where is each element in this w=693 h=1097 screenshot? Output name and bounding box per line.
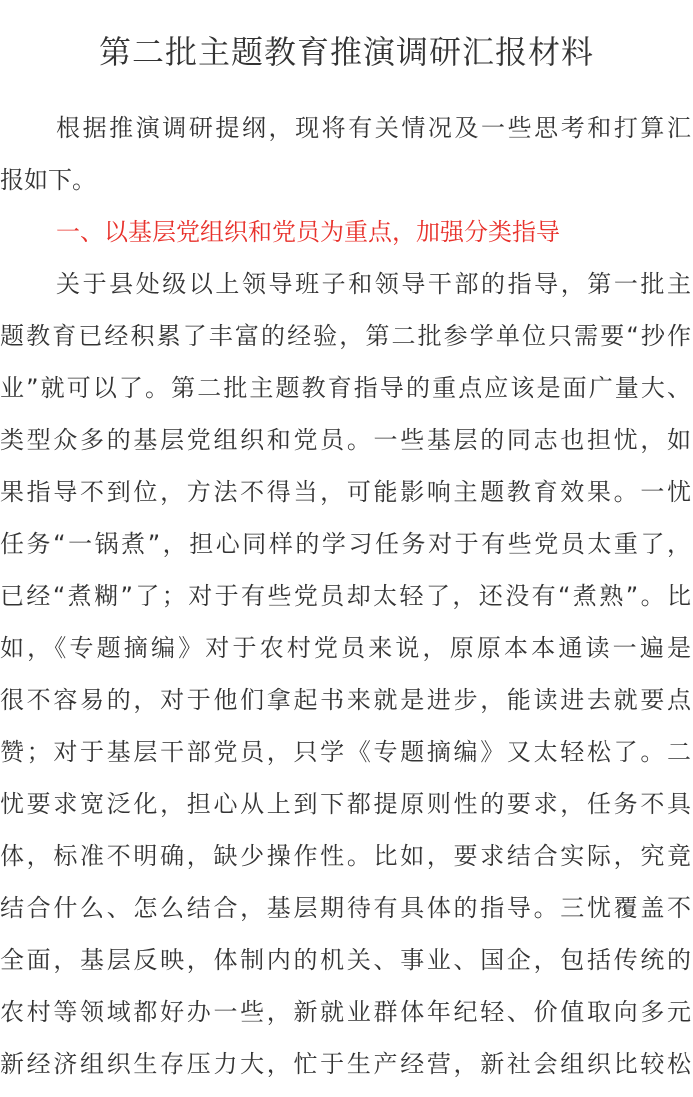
text-line: 结合什么、怎么结合，基层期待有具体的指导。三忧覆盖不: [0, 894, 691, 922]
text-line: 任务“一锅煮”，担心同样的学习任务对于有些党员太重了，: [0, 530, 691, 558]
text-line: 赞；对于基层干部党员，只学《专题摘编》又太轻松了。二: [0, 738, 691, 766]
text-line: 农村等领域都好办一些，新就业群体年纪轻、价值取向多元: [0, 998, 691, 1026]
text-line: 新经济组织生存压力大，忙于生产经营，新社会组织比较松: [0, 1050, 691, 1078]
text-line: 忧要求宽泛化，担心从上到下都提原则性的要求，任务不具: [0, 790, 691, 818]
text-line: 业”就可以了。第二批主题教育指导的重点应该是面广量大、: [0, 374, 691, 402]
document-title: 第二批主题教育推演调研汇报材料: [98, 33, 594, 71]
text-line: 关于县处级以上领导班子和领导干部的指导，第一批主: [56, 270, 691, 298]
text-line: 已经“煮糊”了；对于有些党员却太轻了，还没有“煮熟”。比: [0, 582, 691, 610]
text-line: 果指导不到位，方法不得当，可能影响主题教育效果。一忧: [0, 478, 691, 506]
text-line: 很不容易的，对于他们拿起书来就是进步，能读进去就要点: [0, 686, 691, 714]
text-line: 全面，基层反映，体制内的机关、事业、国企，包括传统的: [0, 946, 691, 974]
text-line: 题教育已经积累了丰富的经验，第二批参学单位只需要“抄作: [0, 322, 691, 350]
text-line: 如，《专题摘编》对于农村党员来说，原原本本通读一遍是: [0, 634, 691, 662]
text-line: 体，标准不明确，缺少操作性。比如，要求结合实际，究竟: [0, 842, 691, 870]
text-line: 报如下。: [0, 166, 96, 194]
section-heading: 一、以基层党组织和党员为重点，加强分类指导: [56, 218, 560, 246]
text-line: 类型众多的基层党组织和党员。一些基层的同志也担忧，如: [0, 426, 691, 454]
text-line: 根据推演调研提纲，现将有关情况及一些思考和打算汇: [56, 114, 691, 142]
